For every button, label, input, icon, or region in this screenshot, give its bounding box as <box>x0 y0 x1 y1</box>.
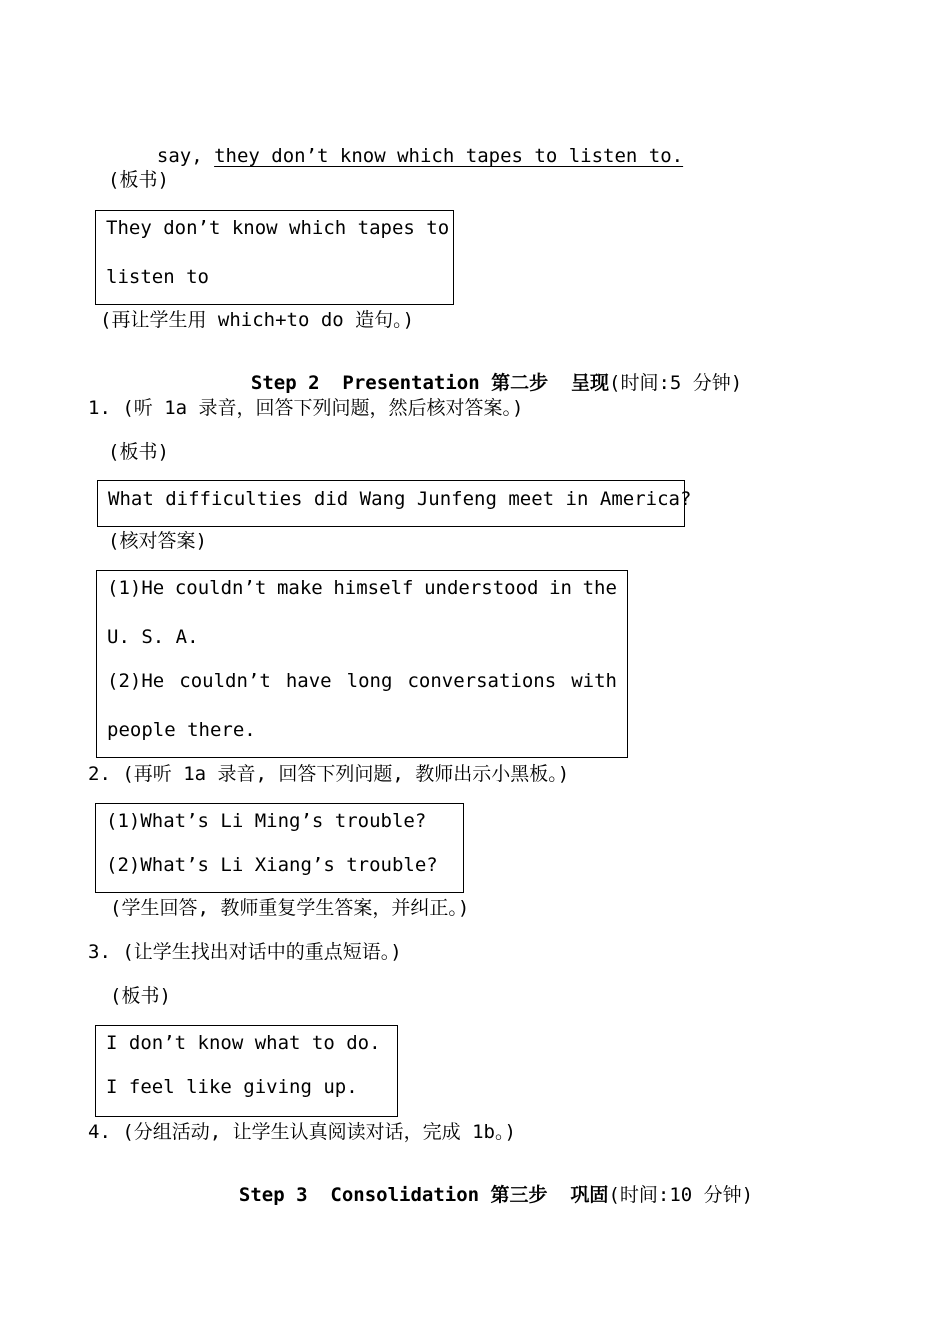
item2-question-2: (2)What’s Li Xiang’s trouble? <box>106 854 438 876</box>
item2-note: (学生回答, 教师重复学生答案，并纠正。) <box>110 897 470 919</box>
say-prefix: say, <box>156 145 215 167</box>
item2-question-1: (1)What’s Li Ming’s trouble? <box>106 810 427 832</box>
note-which: (再让学生用 which+to do 造句。) <box>100 309 415 331</box>
board-box-1 <box>95 210 454 305</box>
answer-word: the <box>582 577 617 599</box>
answer-word: couldn’t <box>179 670 271 692</box>
step2-heading <box>228 355 742 393</box>
board-box-1-line-1: They don’t know which tapes to <box>106 217 450 239</box>
step2-title: Step 2 Presentation 第二步 呈现 <box>250 372 609 394</box>
step3-heading <box>216 1167 753 1205</box>
board-box-1-line-2: listen to <box>106 266 209 288</box>
answer-1-continued: U. S. A. <box>107 626 199 648</box>
item1-board-label: (板书) <box>108 441 169 463</box>
check-label: (核对答案) <box>108 530 207 552</box>
answer-word: (2)He <box>107 670 165 692</box>
answer-word: himself <box>333 577 414 599</box>
item2-text: 2. (再听 1a 录音, 回答下列问题, 教师出示小黑板。) <box>88 763 570 785</box>
say-line <box>134 128 683 166</box>
answer-word: understood <box>424 577 539 599</box>
answer-word: with <box>571 670 617 692</box>
question-box <box>97 480 692 527</box>
answer-word: conversations <box>407 670 557 692</box>
item2-box <box>95 803 464 893</box>
item3-phrase-2: I feel like giving up. <box>106 1076 358 1098</box>
answer-2-line <box>107 672 617 691</box>
answers-box <box>96 570 628 758</box>
item3-box <box>95 1025 398 1117</box>
item1-text: 1. (听 1a 录音，回答下列问题，然后核对答案。) <box>88 397 524 419</box>
answer-word: couldn’t <box>174 577 267 599</box>
step2-time: (时间:5 分钟) <box>609 372 743 394</box>
question-text: What difficulties did Wang Junfeng meet in America? <box>108 488 692 510</box>
say-underlined: they don’t know which tapes to listen to. <box>214 145 684 167</box>
item3-phrase-1: I don’t know what to do. <box>106 1032 381 1054</box>
answer-1-line <box>107 579 617 598</box>
answer-word: in <box>549 577 572 599</box>
item3-board-label: (板书) <box>110 985 171 1007</box>
answer-word: long <box>346 670 393 692</box>
answer-word: make <box>276 577 323 599</box>
step3-time: (时间:10 分钟) <box>608 1184 754 1206</box>
step3-title: Step 3 Consolidation 第三步 巩固 <box>238 1184 609 1206</box>
item4-text: 4. (分组活动, 让学生认真阅读对话，完成 1b。) <box>88 1121 516 1143</box>
answer-word: have <box>285 670 332 692</box>
answer-word: (1)He <box>107 577 165 599</box>
item3-text: 3. (让学生找出对话中的重点短语。) <box>88 941 402 963</box>
board-label-1: (板书) <box>108 169 169 191</box>
answer-2-continued: people there. <box>107 719 256 741</box>
